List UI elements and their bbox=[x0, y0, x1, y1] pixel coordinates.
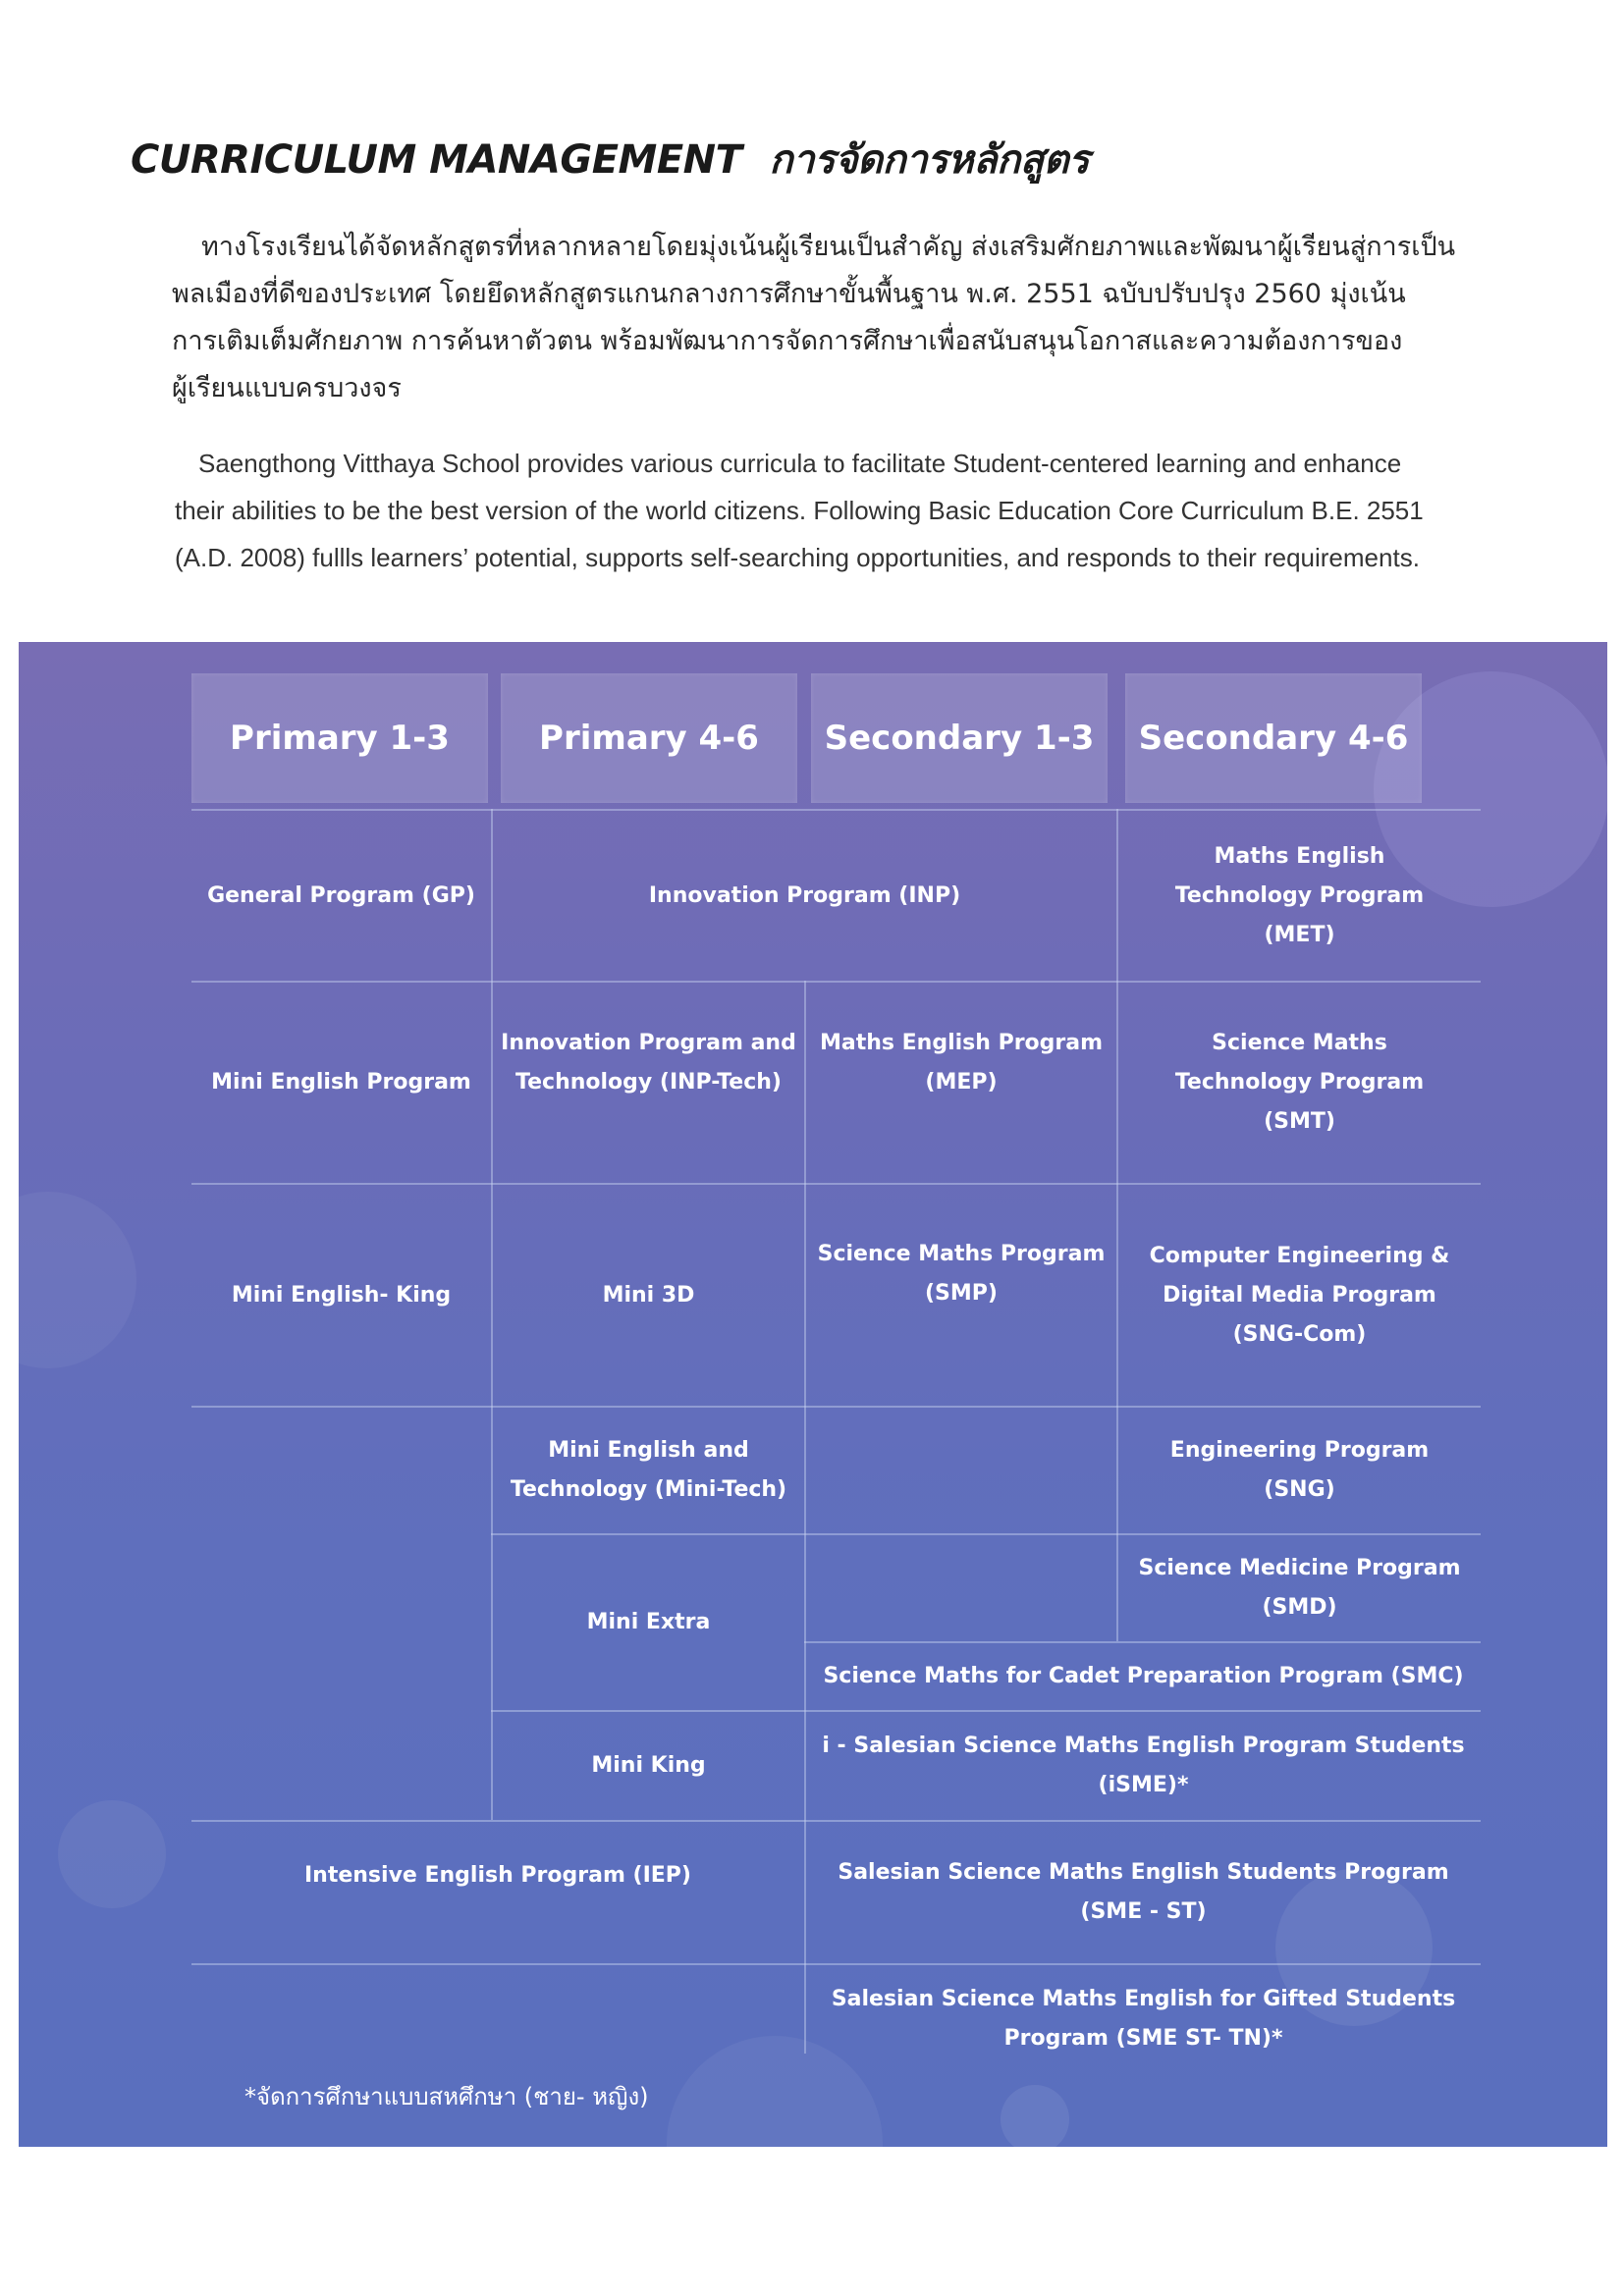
column-header-primary-4-6: Primary 4-6 bbox=[501, 673, 797, 803]
english-paragraph-line: Saengthong Vitthaya School provides various curricula to facilitate Student-centered learning and enhance bbox=[198, 449, 1402, 478]
program-cell-mini-3d: Mini 3D bbox=[602, 1282, 695, 1308]
english-intro-paragraph bbox=[175, 440, 1490, 581]
program-cell-mep: Maths English Program (MEP) bbox=[819, 1031, 1104, 1095]
program-cell-mini-ep: Mini English Program bbox=[211, 1070, 471, 1095]
english-paragraph-line: their abilities to be the best version of the world citizens. Following Basic Education Core Curriculum B.E. 2551 bbox=[175, 496, 1424, 525]
program-cell-isme: i - Salesian Science Maths English Program Students (iSME)* bbox=[822, 1734, 1465, 1797]
column-header-primary-1-3: Primary 1-3 bbox=[191, 673, 488, 803]
page-heading bbox=[131, 128, 1089, 190]
program-cell-sme-st-tn: Salesian Science Maths English for Gifted Students Program (SME ST- TN)* bbox=[831, 1987, 1456, 2051]
bokeh-decoration bbox=[1001, 2085, 1069, 2147]
bokeh-decoration bbox=[19, 1192, 136, 1368]
thai-paragraph-line: ผู้เรียนแบบครบวงจร bbox=[172, 373, 402, 403]
program-cell-sng: Engineering Program (SNG) bbox=[1169, 1438, 1430, 1502]
program-cell-smc: Science Maths for Cadet Preparation Program (SMC) bbox=[823, 1664, 1464, 1688]
thai-paragraph-line: พลเมืองที่ดีของประเทศ โดยยึดหลักสูตรแกนกลางการศึกษาขั้นพื้นฐาน พ.ศ. 2551 ฉบับปรับปรุง 2560 มุ่งเน้น bbox=[172, 279, 1406, 309]
column-header-secondary-4-6: Secondary 4-6 bbox=[1125, 673, 1422, 803]
curriculum-table-panel bbox=[19, 642, 1607, 2147]
program-cell-mini-extra: Mini Extra bbox=[586, 1610, 711, 1634]
program-cell-smt: Science Maths Technology Program (SMT) bbox=[1174, 1031, 1425, 1134]
thai-paragraph-line: ทางโรงเรียนได้จัดหลักสูตรที่หลากหลายโดยมุ่งเน้นผู้เรียนเป็นสำคัญ ส่งเสริมศักยภาพและพัฒนาผู้เรียนสู่การเป็น bbox=[201, 232, 1456, 262]
program-cell-mini-tech: Mini English and Technology (Mini-Tech) bbox=[510, 1438, 787, 1502]
program-cell-inp: Innovation Program (INP) bbox=[648, 882, 961, 908]
program-cell-mini-english-king: Mini English- King bbox=[231, 1282, 452, 1308]
thai-intro-paragraph bbox=[172, 224, 1488, 412]
program-cell-smd: Science Medicine Program (SMD) bbox=[1138, 1556, 1461, 1620]
program-cell-inp-tech: Innovation Program and Technology (INP-Tech) bbox=[501, 1031, 796, 1095]
program-cell-iep: Intensive English Program (IEP) bbox=[303, 1863, 691, 1888]
program-cell-gp: General Program (GP) bbox=[207, 882, 475, 908]
program-cell-mini-king: Mini King bbox=[591, 1753, 706, 1778]
coeducation-footnote: *จัดการศึกษาแบบสหศึกษา (ชาย- หญิง) bbox=[244, 2083, 649, 2110]
thai-paragraph-line: การเติมเต็มศักยภาพ การค้นหาตัวตน พร้อมพัฒนาการจัดการศึกษาเพื่อสนับสนุนโอกาสและความต้องการของ bbox=[172, 326, 1403, 356]
bokeh-decoration bbox=[58, 1800, 166, 1908]
program-cell-sme-st: Salesian Science Maths English Students Program (SME - ST) bbox=[838, 1860, 1449, 1924]
column-header-secondary-1-3: Secondary 1-3 bbox=[811, 673, 1108, 803]
program-cell-met: Maths English Technology Program (MET) bbox=[1174, 843, 1425, 947]
english-paragraph-line: (A.D. 2008) fullls learners’ potential, supports self-searching opportunities, and responds to their requirements. bbox=[175, 543, 1420, 572]
program-cell-smp: Science Maths Program (SMP) bbox=[817, 1242, 1106, 1306]
program-cell-sng-com: Computer Engineering & Digital Media Program (SNG-Com) bbox=[1149, 1243, 1450, 1347]
heading-english: CURRICULUM MANAGEMENT bbox=[131, 137, 742, 183]
heading-thai: การจัดการหลักสูตร bbox=[769, 137, 1090, 183]
